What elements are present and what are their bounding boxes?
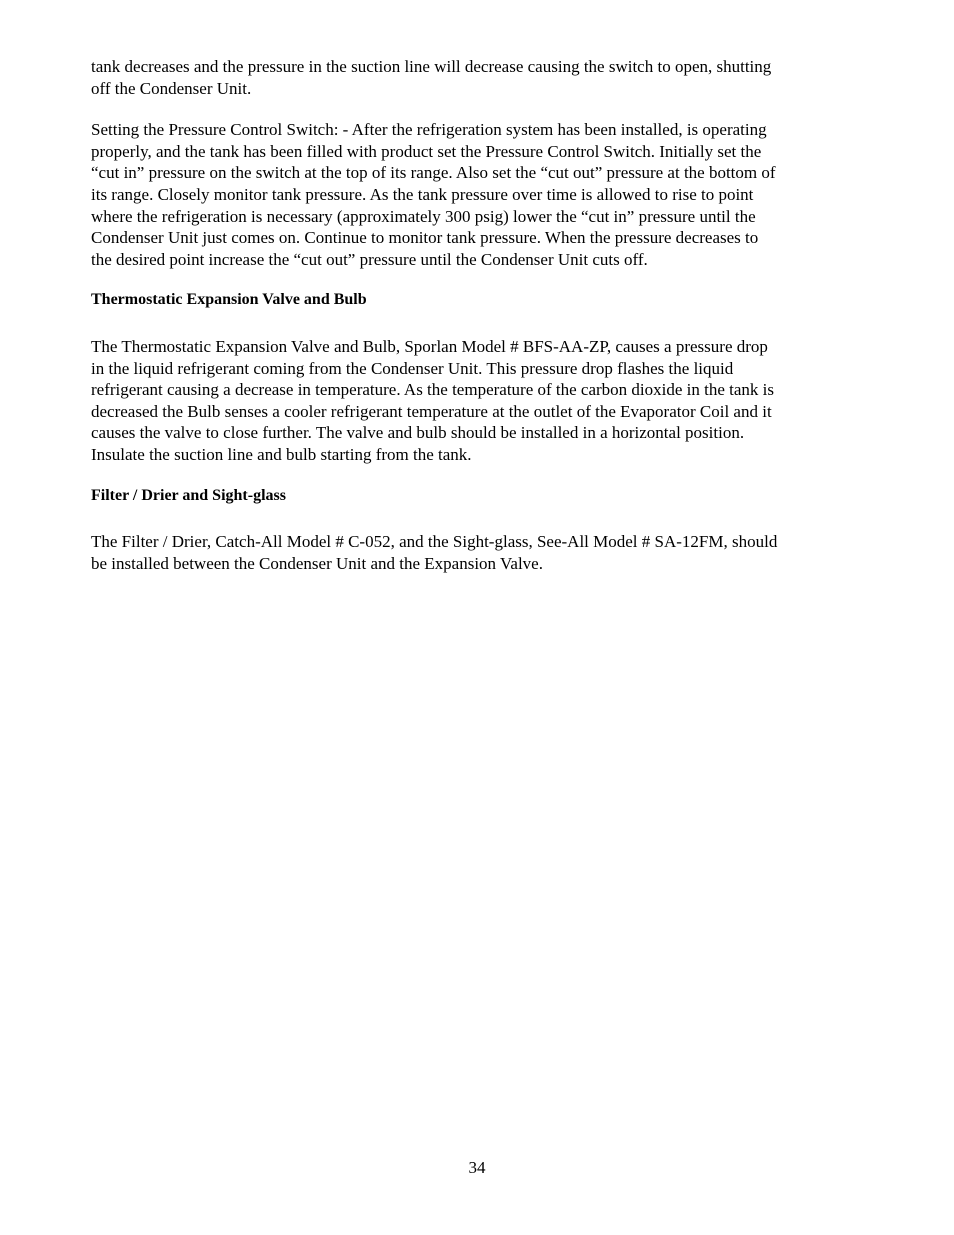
document-body [91, 56, 861, 574]
paragraph-expansion-valve: The Thermostatic Expansion Valve and Bulb, Sporlan Model # BFS-AA-ZP, causes a pressure drop in the liquid refrigerant coming from the Condenser Unit. This pressure drop flashes the liquid refrigerant causing a decrease in temperature. As the temperature of the carbon dioxide in the tank is decreased the Bulb senses a cooler refrigerant temperature at the outlet of the Evaporator Coil and it causes the valve to close further. The valve and bulb should be installed in a horizontal position. Insulate the suction line and bulb starting from the tank. [91, 336, 775, 464]
page-number: 34 [468, 1158, 486, 1177]
paragraph-filter-drier: The Filter / Drier, Catch-All Model # C-052, and the Sight-glass, See-All Model # SA-12FM, should be installed between the Condenser Unit and the Expansion Valve. [91, 532, 778, 573]
heading-expansion-valve: Thermostatic Expansion Valve and Bulb [91, 291, 367, 309]
heading-filter-drier: Filter / Drier and Sight-glass [91, 486, 286, 504]
paragraph-pressure-control-switch: Setting the Pressure Control Switch: - After the refrigeration system has been installed, is operating properly, and the tank has been filled with product set the Pressure Control Switch. Initially set the “cut in” pressure on the switch at the top of its range. Also set the “cut out” pressure at the bottom of its range. Closely monitor tank pressure. As the tank pressure over time is allowed to rise to point where the refrigeration is necessary (approximately 300 psig) lower the “cut in” pressure until the Condenser Unit just comes on. Continue to monitor tank pressure. When the pressure decreases to the desired point increase the “cut out” pressure until the Condenser Unit cuts off. [91, 120, 776, 269]
paragraph-suction-line: tank decreases and the pressure in the suction line will decrease causing the switch to open, shutting off the Condenser Unit. [91, 57, 772, 98]
